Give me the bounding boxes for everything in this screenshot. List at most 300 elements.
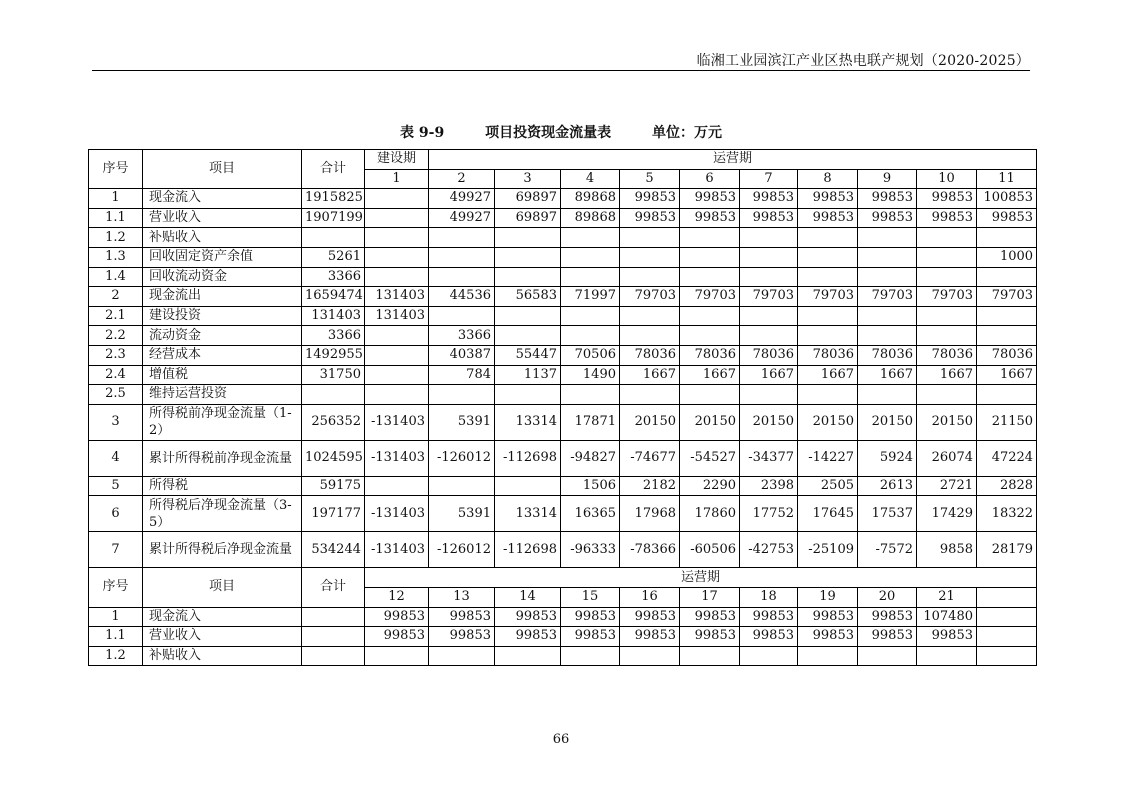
row-value [495,326,561,346]
row-value [798,267,858,287]
table-row [89,326,1037,346]
table-row [89,287,1037,307]
row-value: 99853 [740,189,798,209]
row-value: 99853 [495,607,561,627]
row-value [858,646,917,666]
row-value: 107480 [917,607,977,627]
row-value [429,247,495,267]
row-value: 131403 [365,306,429,326]
row-total: 1659474 [302,287,365,307]
row-value [740,326,798,346]
table-row [89,627,1037,647]
row-value: 20150 [917,404,977,440]
row-value: 78036 [917,345,977,365]
row-value [561,385,620,405]
row-value [977,385,1037,405]
row-value [680,385,740,405]
row-value [561,247,620,267]
row-value [429,476,495,496]
period-header-cell: 17 [680,587,740,607]
row-value: 79703 [977,287,1037,307]
row-value [561,267,620,287]
row-value: 1667 [798,365,858,385]
row-value [561,228,620,248]
row-value: 78036 [798,345,858,365]
row-value: 40387 [429,345,495,365]
row-value [561,306,620,326]
row-value: -112698 [495,532,561,568]
row-value: 78036 [680,345,740,365]
row-value [365,267,429,287]
row-value [620,228,680,248]
row-seq: 2 [89,287,143,307]
row-value: 5391 [429,496,495,532]
row-value [429,646,495,666]
row-value [917,228,977,248]
row-item: 营业收入 [143,208,302,228]
row-value [429,267,495,287]
row-item: 流动资金 [143,326,302,346]
row-value: 13314 [495,496,561,532]
row-value: 2398 [740,476,798,496]
row-value: -94827 [561,440,620,476]
row-total: 197177 [302,496,365,532]
row-value [977,646,1037,666]
row-item: 经营成本 [143,345,302,365]
row-value: 99853 [740,607,798,627]
row-value [620,646,680,666]
row-seq: 1 [89,189,143,209]
row-value: -74677 [620,440,680,476]
row-value [740,228,798,248]
row-value: 99853 [680,607,740,627]
table-row [89,306,1037,326]
row-value: 1506 [561,476,620,496]
row-value: 21150 [977,404,1037,440]
row-value [620,247,680,267]
table-body-part1 [89,150,1037,568]
row-value [620,326,680,346]
row-value [365,208,429,228]
row-value: 99853 [429,607,495,627]
row-value: -14227 [798,440,858,476]
row-value [620,385,680,405]
row-value [917,267,977,287]
row-value [365,189,429,209]
row-value [365,247,429,267]
row-value: 5391 [429,404,495,440]
row-value: -112698 [495,440,561,476]
row-item: 累计所得税后净现金流量 [143,532,302,568]
row-value: 2182 [620,476,680,496]
row-value [917,385,977,405]
row-value: -25109 [798,532,858,568]
row-value [620,267,680,287]
row-value [977,607,1037,627]
row-seq: 1.2 [89,646,143,666]
row-value: 20150 [798,404,858,440]
row-value: 17429 [917,496,977,532]
row-value [798,228,858,248]
row-value [858,267,917,287]
row-value: 16365 [561,496,620,532]
row-value: 79703 [620,287,680,307]
row-value: 89868 [561,189,620,209]
row-value: -54527 [680,440,740,476]
row-total: 256352 [302,404,365,440]
period-header-cell: 9 [858,169,917,189]
row-value: 79703 [798,287,858,307]
row-seq: 1.2 [89,228,143,248]
row-value: 49927 [429,189,495,209]
row-value: 99853 [858,607,917,627]
row-value: -126012 [429,532,495,568]
row-value: -7572 [858,532,917,568]
row-value: 1667 [917,365,977,385]
row-value: 17860 [680,496,740,532]
row-value: 99853 [858,208,917,228]
row-seq: 4 [89,440,143,476]
row-value [858,385,917,405]
row-value: 131403 [365,287,429,307]
row-seq: 7 [89,532,143,568]
row-seq: 2.1 [89,306,143,326]
row-value: 17871 [561,404,620,440]
row-value: 99853 [495,627,561,647]
row-value [365,646,429,666]
row-value: 99853 [917,189,977,209]
row-value: 1490 [561,365,620,385]
row-item: 现金流出 [143,287,302,307]
row-value: 79703 [680,287,740,307]
row-value [680,326,740,346]
page-number: 66 [552,732,570,747]
period-header-cell [977,587,1037,607]
period-header-cell: 6 [680,169,740,189]
row-value [977,306,1037,326]
row-value: 70506 [561,345,620,365]
row-seq: 5 [89,476,143,496]
period-header-cell: 13 [429,587,495,607]
period-header-cell: 20 [858,587,917,607]
period-header-cell: 7 [740,169,798,189]
row-value [798,326,858,346]
row-seq: 1.1 [89,627,143,647]
row-value: 17752 [740,496,798,532]
table-row [89,267,1037,287]
period-header-cell: 3 [495,169,561,189]
row-value [561,326,620,346]
row-value: 99853 [858,189,917,209]
row-value [740,267,798,287]
row-value: -96333 [561,532,620,568]
row-value: 99853 [620,189,680,209]
row-value: 89868 [561,208,620,228]
row-value: 99853 [680,627,740,647]
row-value: 17968 [620,496,680,532]
row-value [917,646,977,666]
row-seq: 1 [89,607,143,627]
row-total: 1492955 [302,345,365,365]
row-value [917,247,977,267]
row-total [302,385,365,405]
row-value [977,228,1037,248]
row-value [740,646,798,666]
row-value: 99853 [740,208,798,228]
row-value: 2505 [798,476,858,496]
row-seq: 2.3 [89,345,143,365]
table-caption [0,122,1122,142]
row-item: 现金流入 [143,189,302,209]
row-value: -42753 [740,532,798,568]
row-total: 3366 [302,326,365,346]
row-item: 维持运营投资 [143,385,302,405]
row-value: 78036 [977,345,1037,365]
row-value: 99853 [798,627,858,647]
row-value: -131403 [365,532,429,568]
header-row-1 [89,150,1037,170]
row-value: 13314 [495,404,561,440]
table-unit: 单位：万元 [651,125,722,141]
row-value: 47224 [977,440,1037,476]
row-value: -60506 [680,532,740,568]
row-value [365,228,429,248]
row-value: 99853 [917,208,977,228]
header-item: 项目 [143,150,302,189]
row-item: 增值税 [143,365,302,385]
table-row [89,208,1037,228]
row-total [302,646,365,666]
row-value: 20150 [680,404,740,440]
table-row [89,532,1037,568]
period-header-cell: 15 [561,587,620,607]
row-total: 59175 [302,476,365,496]
row-value [858,247,917,267]
row-value: 44536 [429,287,495,307]
row-value: 1137 [495,365,561,385]
row-value: 3366 [429,326,495,346]
row-value [680,306,740,326]
row-value: 99853 [680,208,740,228]
row-value [977,267,1037,287]
row-item: 回收固定资产余值 [143,247,302,267]
row-value: 79703 [858,287,917,307]
row-value: 71997 [561,287,620,307]
row-value: 99853 [798,189,858,209]
row-value: 56583 [495,287,561,307]
table-row [89,365,1037,385]
row-value [798,646,858,666]
period-header-cell: 4 [561,169,620,189]
table-number: 表 9-9 [400,125,445,141]
row-value: 99853 [365,627,429,647]
row-value [680,247,740,267]
row-value: 1667 [680,365,740,385]
table-row [89,228,1037,248]
row-total: 131403 [302,306,365,326]
row-value: 784 [429,365,495,385]
row-total: 1024595 [302,440,365,476]
header-total: 合计 [302,150,365,189]
row-value: 49927 [429,208,495,228]
row-item: 回收流动资金 [143,267,302,287]
row-seq: 2.2 [89,326,143,346]
row-value: 2721 [917,476,977,496]
period-header-cell: 12 [365,587,429,607]
row-value: 1667 [977,365,1037,385]
period-header-cell: 16 [620,587,680,607]
row-value: 99853 [917,627,977,647]
table-row [89,476,1037,496]
row-value: 99853 [429,627,495,647]
row-value: 55447 [495,345,561,365]
row-value: 17645 [798,496,858,532]
row-value: 99853 [798,208,858,228]
row-total: 534244 [302,532,365,568]
row-value: 9858 [917,532,977,568]
row-value [740,385,798,405]
row-value: 99853 [977,208,1037,228]
row-value: 1000 [977,247,1037,267]
row-value: 2290 [680,476,740,496]
row-value: 78036 [740,345,798,365]
row-value [561,646,620,666]
table-row [89,496,1037,532]
row-value: 2613 [858,476,917,496]
row-value [495,228,561,248]
row-value [798,247,858,267]
row-total: 3366 [302,267,365,287]
table-title: 项目投资现金流量表 [485,125,612,141]
row-value: 1667 [740,365,798,385]
row-value [858,306,917,326]
header2-seq: 序号 [89,568,143,607]
row-value [429,306,495,326]
row-value: 1667 [858,365,917,385]
row-total [302,627,365,647]
row-item: 所得税 [143,476,302,496]
table-row [89,607,1037,627]
row-value [495,385,561,405]
header-build-period: 建设期 [365,150,429,170]
row-value [620,306,680,326]
row-seq: 3 [89,404,143,440]
period-header-cell: 21 [917,587,977,607]
row-value: -34377 [740,440,798,476]
row-value: 69897 [495,189,561,209]
row-value: 99853 [620,208,680,228]
row-seq: 1.4 [89,267,143,287]
header-row-2a [89,568,1037,588]
table-row [89,646,1037,666]
row-value [858,228,917,248]
row-value [365,476,429,496]
header-seq: 序号 [89,150,143,189]
row-total: 31750 [302,365,365,385]
row-item: 现金流入 [143,607,302,627]
row-item: 所得税前净现金流量（1-2） [143,404,302,440]
row-value [977,627,1037,647]
row-total: 1907199 [302,208,365,228]
row-value [429,228,495,248]
row-value: 99853 [620,627,680,647]
row-value: 1667 [620,365,680,385]
row-value: 18322 [977,496,1037,532]
row-value: -131403 [365,404,429,440]
header2-total: 合计 [302,568,365,607]
row-value [680,646,740,666]
period-header-cell: 5 [620,169,680,189]
row-value: 28179 [977,532,1037,568]
row-value: 99853 [561,627,620,647]
row-value [740,306,798,326]
row-total [302,228,365,248]
header2-operation-period: 运营期 [365,568,1037,588]
row-value [798,306,858,326]
row-value: 20150 [620,404,680,440]
row-value [365,345,429,365]
row-seq: 1.1 [89,208,143,228]
row-value [495,247,561,267]
period-header-cell: 18 [740,587,798,607]
table-row [89,404,1037,440]
row-seq: 6 [89,496,143,532]
row-value: 99853 [561,607,620,627]
row-value: 20150 [740,404,798,440]
row-value: 79703 [740,287,798,307]
header2-item: 项目 [143,568,302,607]
row-value: 99853 [740,627,798,647]
row-total: 5261 [302,247,365,267]
row-value [495,306,561,326]
row-value [495,476,561,496]
row-seq: 1.3 [89,247,143,267]
row-value: -131403 [365,440,429,476]
table-row [89,345,1037,365]
row-value [977,326,1037,346]
period-header-cell: 19 [798,587,858,607]
row-value [740,247,798,267]
header-operation-period: 运营期 [429,150,1037,170]
row-total [302,607,365,627]
row-total: 1915825 [302,189,365,209]
row-value [858,326,917,346]
row-value: 100853 [977,189,1037,209]
period-header-cell: 10 [917,169,977,189]
period-header-cell: 14 [495,587,561,607]
row-value [917,306,977,326]
row-seq: 2.5 [89,385,143,405]
row-value [365,326,429,346]
row-value: 20150 [858,404,917,440]
row-value [798,385,858,405]
row-value: 2828 [977,476,1037,496]
row-value: 99853 [858,627,917,647]
table-row [89,440,1037,476]
table-body-part2 [89,568,1037,666]
row-value: 99853 [365,607,429,627]
row-value: 17537 [858,496,917,532]
row-value [495,646,561,666]
row-value: -78366 [620,532,680,568]
row-value: 99853 [680,189,740,209]
row-value [680,267,740,287]
period-header-cell: 8 [798,169,858,189]
row-value: -131403 [365,496,429,532]
row-value [495,267,561,287]
row-value: -126012 [429,440,495,476]
row-value: 78036 [620,345,680,365]
